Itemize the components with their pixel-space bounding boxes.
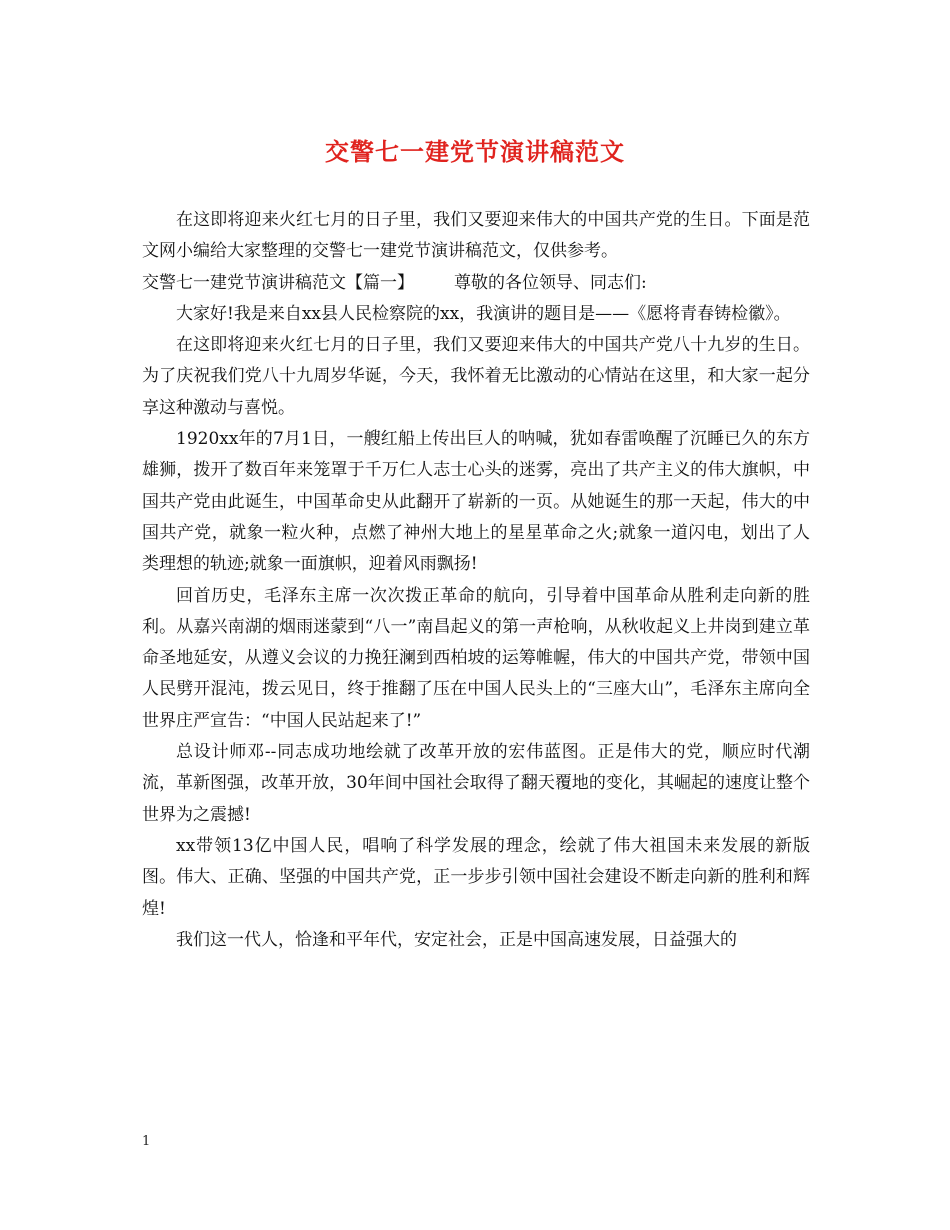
greeting: 尊敬的各位领导、同志们:: [454, 272, 647, 293]
body-paragraph: 大家好!我是来自xx县人民检察院的xx，我演讲的题目是——《愿将青春铸检徽》。: [176, 303, 791, 324]
page-number: 1: [142, 1134, 151, 1149]
section-heading-line: [142, 268, 810, 299]
body-paragraph: 我们这一代人，恰逢和平年代，安定社会，正是中国高速发展，日益强大的: [176, 929, 737, 950]
document-title: 交警七一建党节演讲稿范文: [325, 137, 625, 166]
body-paragraph: xx带领13亿中国人民，唱响了科学发展的理念，绘就了伟大祖国未来发展的新版图。伟大、正确、坚强的中国共产党，正一步步引领中国社会建设不断走向新的胜利和辉煌!: [142, 835, 810, 919]
body-paragraph: 1920xx年的7月1日，一艘红船上传出巨人的呐喊，犹如春雷唤醒了沉睡已久的东方雄狮，拨开了数百年来笼罩于千万仁人志士心头的迷雾，亮出了共产主义的伟大旗帜，中国共产党由此诞生，中国革命史从此翻开了崭新的一页。从她诞生的那一天起，伟大的中国共产党，就象一粒火种，点燃了神州大地上的星星革命之火;就象一道闪电，划出了人类理想的轨迹;就象一面旗帜，迎着风雨飘扬!: [142, 429, 810, 575]
document-body: [142, 205, 810, 956]
body-paragraph: 总设计师邓--同志成功地绘就了改革开放的宏伟蓝图。正是伟大的党，顺应时代潮流，革新图强，改革开放，30年间中国社会取得了翻天覆地的变化，其崛起的速度让整个世界为之震撼!: [142, 742, 810, 825]
intro-paragraph: 在这即将迎来火红七月的日子里，我们又要迎来伟大的中国共产党的生日。下面是范文网小编给大家整理的交警七一建党节演讲稿范文，仅供参考。: [142, 210, 810, 262]
body-paragraph: 回首历史，毛泽东主席一次次拨正革命的航向，引导着中国革命从胜利走向新的胜利。从嘉兴南湖的烟雨迷蒙到“八一”南昌起义的第一声枪响，从秋收起义上井岗到建立革命圣地延安，从遵义会议的力挽狂澜到西柏坡的运筹帷幄，伟大的中国共产党，带领中国人民劈开混沌，拨云见日，终于推翻了压在中国人民头上的“三座大山”，毛泽东主席向全世界庄严宣告：“中国人民站起来了!”: [142, 585, 810, 731]
body-paragraph: 在这即将迎来火红七月的日子里，我们又要迎来伟大的中国共产党八十九岁的生日。为了庆祝我们党八十九周岁华诞，今天，我怀着无比激动的心情站在这里，和大家一起分享这种激动与喜悦。: [142, 335, 810, 418]
section-heading: 交警七一建党节演讲稿范文【篇一】: [142, 272, 414, 293]
